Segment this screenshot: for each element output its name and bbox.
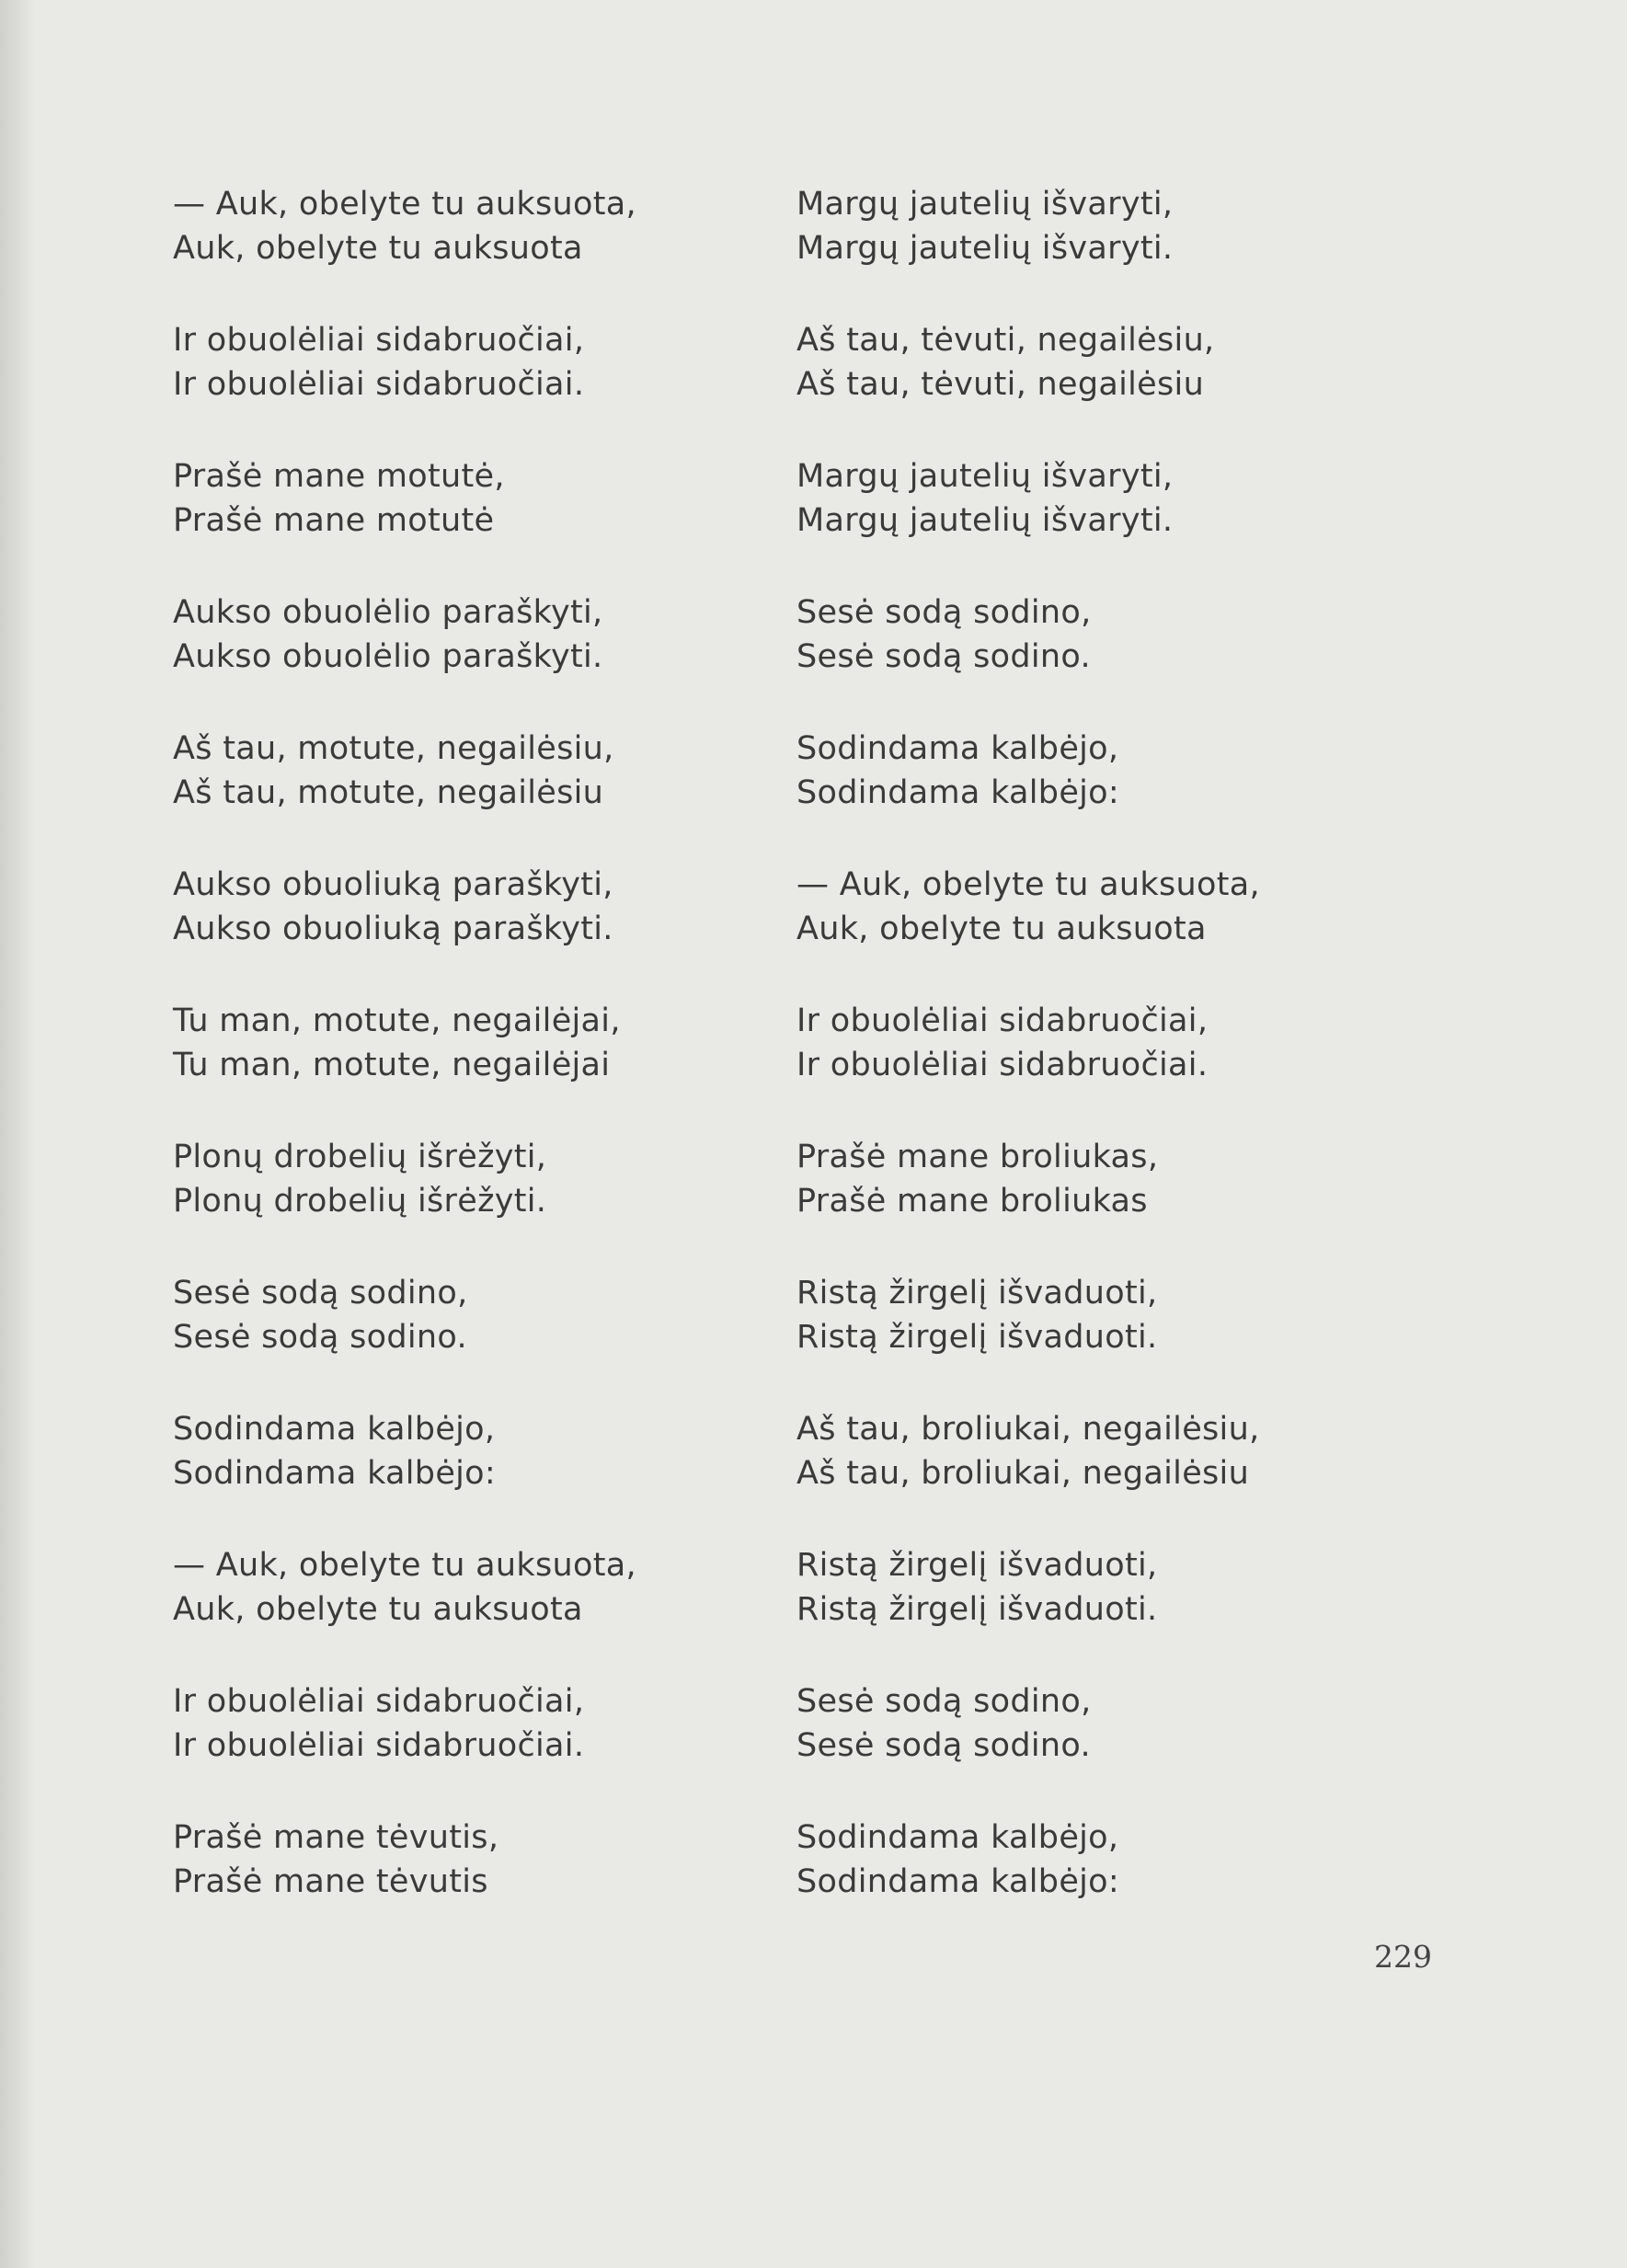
poem-line: Tu man, motute, negailėjai [173, 1047, 611, 1083]
poem-line: Ristą žirgelį išvaduoti, [796, 1275, 1158, 1312]
poem-line: Sodindama kalbėjo: [173, 1455, 496, 1492]
stanza [796, 1816, 1367, 1952]
poem-line: Sodindama kalbėjo, [796, 1819, 1119, 1856]
poem-line: Sesė sodą sodino. [173, 1319, 467, 1356]
poem-line: Ir obuolėliai sidabruočiai, [796, 1002, 1209, 1039]
poem-line: Sesė sodą sodino, [796, 1683, 1092, 1720]
stanza [796, 1135, 1367, 1271]
stanza [173, 454, 743, 590]
stanza [173, 1679, 743, 1816]
poem-line: Aš tau, motute, negailėsiu, [173, 730, 614, 767]
poem-line: Ir obuolėliai sidabruočiai. [173, 366, 585, 403]
poem-line: Aš tau, motute, negailėsiu [173, 774, 604, 811]
poem-line: Prašė mane broliukas [796, 1183, 1148, 1220]
binding-shadow [0, 0, 37, 2268]
stanza [796, 318, 1367, 454]
poem-line: Prašė mane tėvutis [173, 1863, 488, 1900]
stanza [173, 1271, 743, 1407]
poem-line: Prašė mane tėvutis, [173, 1819, 499, 1856]
poem-line: Aukso obuoliuką paraškyti, [173, 866, 613, 903]
poem-line: — Auk, obelyte tu auksuota, [173, 1547, 636, 1584]
stanza [173, 318, 743, 454]
stanza [796, 999, 1367, 1135]
stanza [173, 727, 743, 863]
poem-line: Plonų drobelių išrėžyti, [173, 1139, 547, 1175]
page-number: 229 [1374, 1939, 1432, 1975]
poem-line: Sesė sodą sodino. [796, 638, 1091, 675]
poem-line: Aukso obuoliuką paraškyti. [173, 911, 613, 947]
stanza [796, 454, 1367, 590]
stanza [173, 1816, 743, 1952]
poem-line: Aš tau, broliukai, negailėsiu, [796, 1411, 1260, 1448]
right-column [796, 182, 1367, 1952]
poem-line: Tu man, motute, negailėjai, [173, 1002, 621, 1039]
poem-line: Aukso obuolėlio paraškyti, [173, 594, 603, 631]
stanza [796, 863, 1367, 999]
stanza [796, 1543, 1367, 1679]
poem-line: Margų jautelių išvaryti. [796, 502, 1174, 539]
poem-line: Ristą žirgelį išvaduoti. [796, 1591, 1158, 1628]
poem-line: Ristą žirgelį išvaduoti, [796, 1547, 1158, 1584]
poem-line: — Auk, obelyte tu auksuota, [796, 866, 1260, 903]
poem-line: Margų jautelių išvaryti. [796, 230, 1174, 267]
poem-line: — Auk, obelyte tu auksuota, [173, 186, 636, 223]
stanza [173, 1407, 743, 1543]
poem-line: Ir obuolėliai sidabruočiai, [173, 1683, 585, 1720]
poem-line: Sodindama kalbėjo, [173, 1411, 496, 1448]
poem-line: Sesė sodą sodino, [796, 594, 1092, 631]
stanza [173, 1543, 743, 1679]
stanza [173, 999, 743, 1135]
stanza [796, 1679, 1367, 1816]
poem-line: Aukso obuolėlio paraškyti. [173, 638, 603, 675]
poem-line: Auk, obelyte tu auksuota [173, 1591, 583, 1628]
poem-line: Margų jautelių išvaryti, [796, 186, 1174, 223]
poem-line: Ir obuolėliai sidabruočiai. [173, 1727, 585, 1764]
stanza [173, 182, 743, 318]
poem-line: Sodindama kalbėjo, [796, 730, 1119, 767]
stanza [796, 590, 1367, 727]
poem-line: Sodindama kalbėjo: [796, 1863, 1119, 1900]
left-column [173, 182, 743, 1952]
poem-line: Aš tau, broliukai, negailėsiu [796, 1455, 1250, 1492]
poem-line: Ristą žirgelį išvaduoti. [796, 1319, 1158, 1356]
stanza [796, 182, 1367, 318]
poem-line: Plonų drobelių išrėžyti. [173, 1183, 547, 1220]
poem-line: Ir obuolėliai sidabruočiai. [796, 1047, 1209, 1083]
poem-line: Sesė sodą sodino, [173, 1275, 468, 1312]
poem-line: Ir obuolėliai sidabruočiai, [173, 322, 585, 359]
poem-line: Margų jautelių išvaryti, [796, 458, 1174, 495]
poem-line: Auk, obelyte tu auksuota [796, 911, 1207, 947]
poem-line: Sesė sodą sodino. [796, 1727, 1091, 1764]
poem-line: Aš tau, tėvuti, negailėsiu, [796, 322, 1215, 359]
poem-line: Prašė mane broliukas, [796, 1139, 1159, 1175]
stanza [173, 1135, 743, 1271]
poem-line: Prašė mane motutė, [173, 458, 505, 495]
stanza [173, 863, 743, 999]
poem-line: Auk, obelyte tu auksuota [173, 230, 583, 267]
stanza [796, 1407, 1367, 1543]
stanza [796, 727, 1367, 863]
poem-line: Aš tau, tėvuti, negailėsiu [796, 366, 1205, 403]
stanza [796, 1271, 1367, 1407]
poem-line: Prašė mane motutė [173, 502, 495, 539]
stanza [173, 590, 743, 727]
poem-line: Sodindama kalbėjo: [796, 774, 1119, 811]
